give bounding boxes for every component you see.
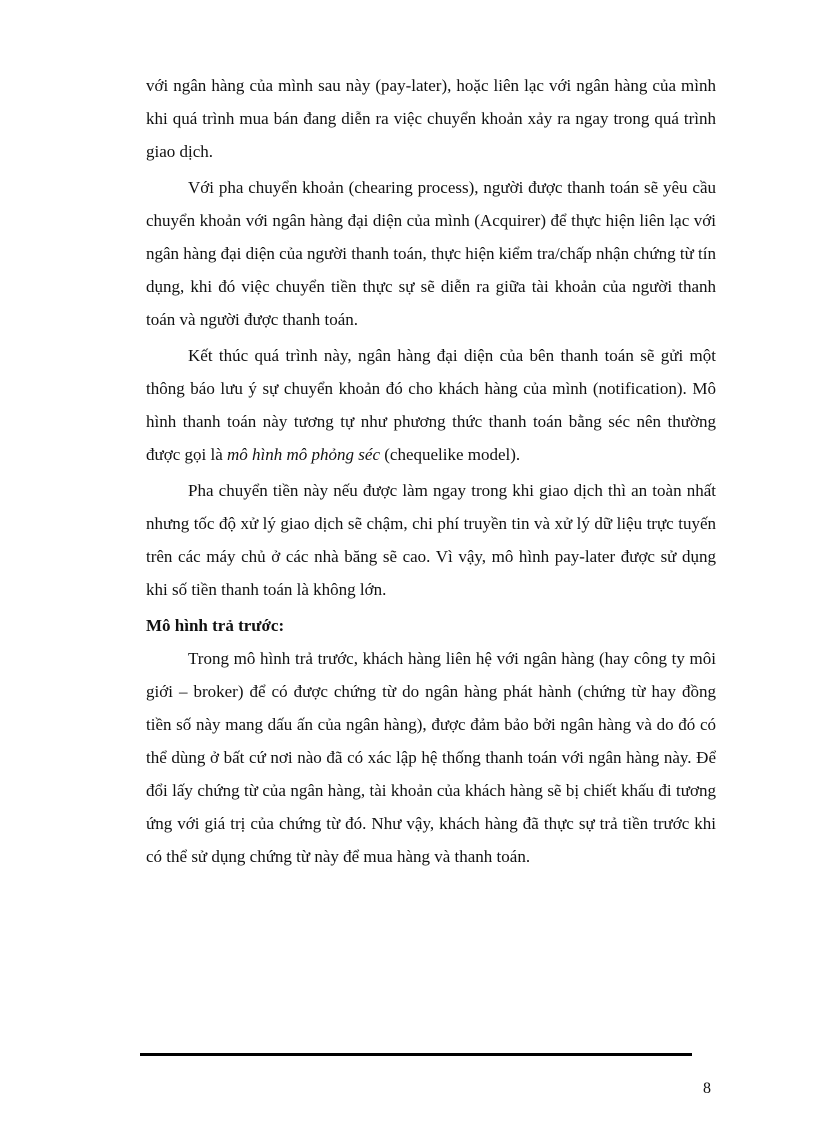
notification-text-end: (chequelike model). xyxy=(379,445,521,464)
document-body xyxy=(146,69,716,876)
paragraph-clearing-process: Với pha chuyển khoản (chearing process), người được thanh toán sẽ yêu cầu chuyển khoản với ngân hàng đại diện của mình (Acquirer) để thực hiện liên lạc với ngân hàng đại diện của người thanh toán, thực hiện kiểm tra/chấp nhận chứng từ tín dụng, khi đó việc chuyển tiền thực sự sẽ diễn ra giữa tài khoản của người thanh toán và người được thanh toán. xyxy=(146,178,716,329)
page-number: 8 xyxy=(703,1080,711,1097)
footer-divider xyxy=(140,1053,692,1056)
paragraph-notification xyxy=(146,339,716,471)
cheque-model-term: mô hình mô phỏng séc xyxy=(227,445,380,464)
paragraph-prepay-model: Trong mô hình trả trước, khách hàng liên hệ với ngân hàng (hay công ty môi giới – broker) để có được chứng từ do ngân hàng phát hành (chứng từ hay đồng tiền số này mang dấu ấn của ngân hàng), được đảm bảo bởi ngân hàng và do đó có thể dùng ở bất cứ nơi nào đã có xác lập hệ thống thanh toán với ngân hàng này. Để đổi lấy chứng từ của ngân hàng, tài khoản của khách hàng sẽ bị chiết khấu đi tương ứng với giá trị của chứng từ đó. Như vậy, khách hàng đã thực sự trả tiền trước khi có thể sử dụng chứng từ này để mua hàng và thanh toán. xyxy=(146,649,716,866)
section-heading-prepay: Mô hình trả trước: xyxy=(146,616,285,635)
notification-text: Kết thúc quá trình này, ngân hàng đại diện của bên thanh toán sẽ gửi một thông báo lưu ý sự chuyển khoản đó cho khách hàng của mình (notification). Mô hình thanh toán này tương tự như phương thức thanh toán bằng séc nên thường được gọi là xyxy=(146,346,716,464)
paragraph-pay-later-continuation: với ngân hàng của mình sau này (pay-later), hoặc liên lạc với ngân hàng của mình khi quá trình mua bán đang diễn ra việc chuyển khoản xảy ra ngay trong quá trình giao dịch. xyxy=(146,76,716,161)
paragraph-transfer-speed: Pha chuyển tiền này nếu được làm ngay trong khi giao dịch thì an toàn nhất nhưng tốc độ xử lý giao dịch sẽ chậm, chi phí truyền tin và xử lý dữ liệu trực tuyến trên các máy chủ ở các nhà băng sẽ cao. Vì vậy, mô hình pay-later được sử dụng khi số tiền thanh toán là không lớn. xyxy=(146,481,716,599)
